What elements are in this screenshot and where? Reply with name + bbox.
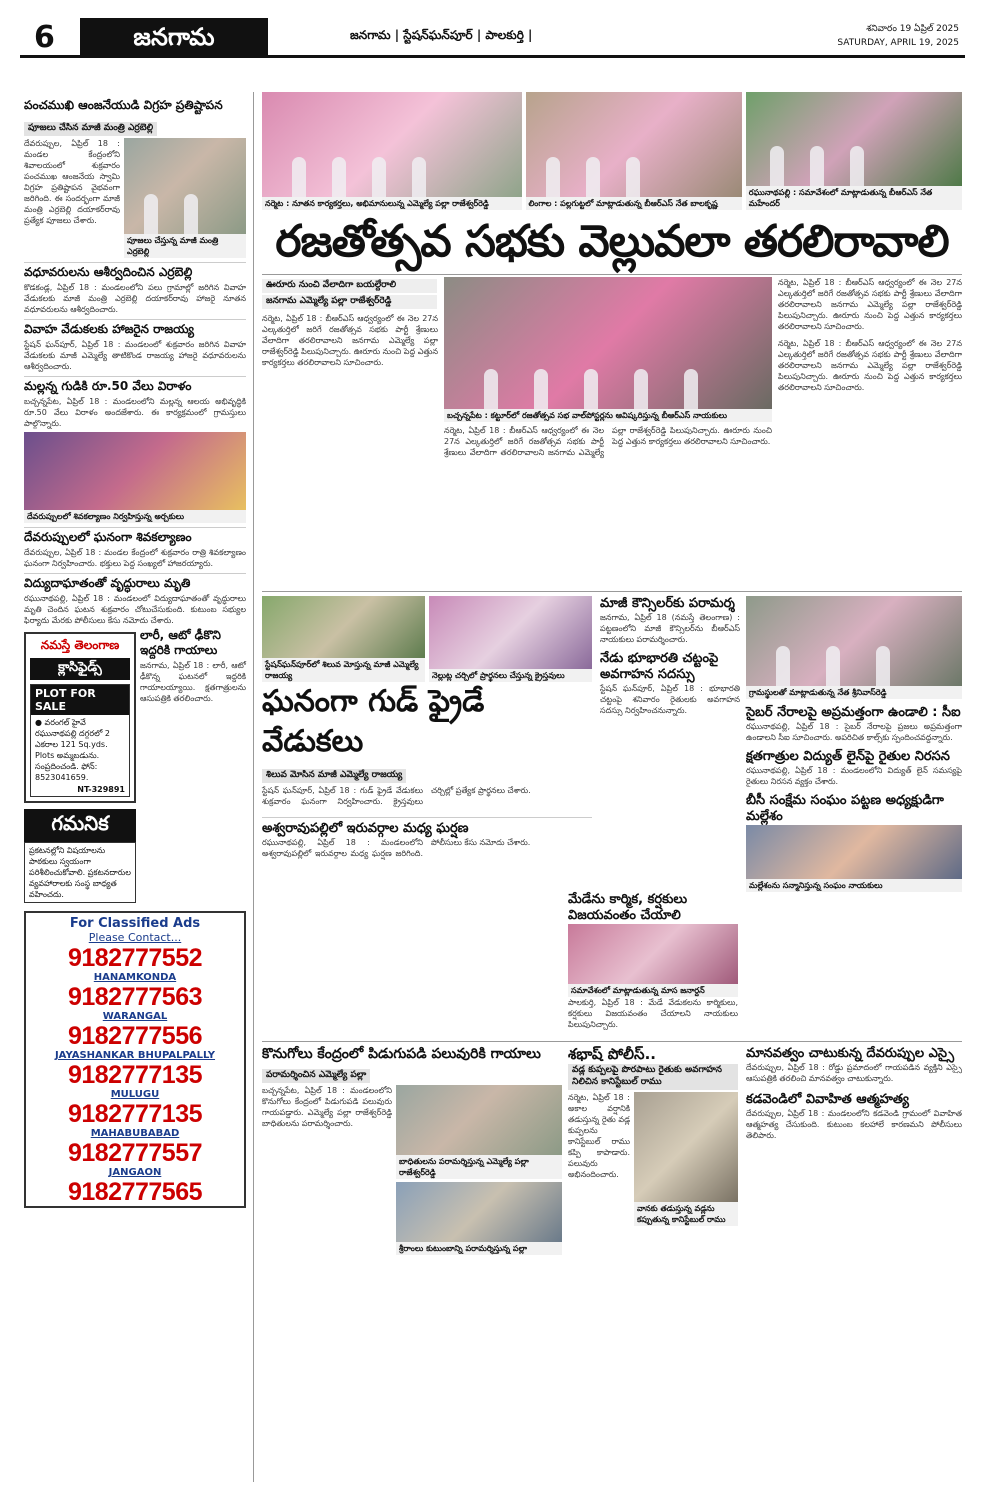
news-photo bbox=[526, 92, 742, 197]
article-headline: విద్యుదాఘాతంతో వృద్ధురాలు మృతి bbox=[24, 573, 246, 593]
ad-title: PLOT FOR SALE bbox=[31, 685, 129, 715]
photo-caption: స్టేషన్‌ఘన్‌పూర్‌లో శిలువ మోస్తున్న మాజీ ఎమ్మెల్యే రాజయ్య bbox=[262, 658, 425, 682]
phone-number: 9182777565 bbox=[67, 1178, 203, 1206]
phone-number: 9182777135 bbox=[67, 1100, 203, 1128]
article-body: కొడకండ్ల, ఏప్రిల్ 18 : మండలంలోని పలు గ్రామాల్లో జరిగిన వివాహ వేడుకలకు మాజీ మంత్రి ఎర్రబెల్లి దయాకర్‌రావు హాజరై నూతన వధూవరులను ఆశీర్వదించారు. bbox=[24, 283, 246, 314]
article-body: పాలకుర్తి, ఏప్రిల్ 18 : మేడే వేడుకలను కార్మికులు, కర్షకులు విజయవంతం చేయాలని నాయకులు పిలుపునిచ్చారు. bbox=[568, 998, 738, 1029]
news-photo bbox=[124, 138, 246, 234]
classified-contacts-sub: Please Contact... bbox=[88, 931, 182, 944]
city-label: MULUGU bbox=[110, 1089, 160, 1100]
date-english: SATURDAY, APRIL 19, 2025 bbox=[837, 38, 959, 48]
news-photo bbox=[746, 825, 962, 879]
article-headline: మేడేను కార్మిక, కర్షకులు విజయవంతం చేయాలి bbox=[568, 892, 688, 923]
news-photo bbox=[262, 92, 522, 197]
article-body: దేవరుప్పుల, ఏప్రిల్ 18 : మండల కేంద్రంలోని శివాలయంలో శుక్రవారం పంచముఖ ఆంజనేయ స్వామి విగ్రహ ప్రతిష్టాపన వైభవంగా జరిగింది. ఈ సందర్భంగా మాజీ మంత్రి ఎర్రబెల్లి దయాకర్‌రావు ప్రత్యేక పూజలు చేశారు. bbox=[24, 139, 120, 225]
main-area bbox=[262, 92, 962, 1331]
classified-ad bbox=[30, 684, 130, 797]
article-body: జనగామ, ఏప్రిల్ 18 : లారీ, ఆటో ఢీకొన్న ఘటనలో ఇద్దరికి గాయాలయ్యాయి. క్షతగాత్రులను ఆసుపత్రికి తరలించారు. bbox=[140, 661, 246, 703]
phone-number: 9182777563 bbox=[67, 983, 203, 1011]
edition-places: జనగామ | స్టేషన్‌ఘన్‌పూర్ | పాలకుర్తి | bbox=[350, 28, 533, 42]
article-subhead: వడ్ల కుప్పలపై పొరపాటు రైతుకు అవగాహన నిలిచిన కానిస్టేబుల్ రాము bbox=[568, 1064, 738, 1090]
phone-number: 9182777552 bbox=[67, 944, 203, 972]
notice-text: ప్రకటనల్లోని విషయాలను పాఠకులు స్వయంగా పరిశీలించుకోవాలి. ప్రకటనదారుల వ్యవహారాలకు సంస్థ బాధ్యత వహించదు. bbox=[24, 842, 136, 903]
news-photo bbox=[396, 1182, 562, 1242]
news-photo bbox=[568, 924, 738, 984]
article-body: బచ్చన్నపేట, ఏప్రిల్ 18 : మండలంలోని మల్లన్న ఆలయ అభివృద్ధికి రూ.50 వేలు విరాళం అందజేశారు. ఈ కార్యక్రమంలో గ్రామస్తులు పాల్గొన్నారు. bbox=[24, 397, 246, 428]
article-body: నర్మెట, ఏప్రిల్ 18 : అకాల వర్షానికి తడుస్తున్న రైతు వడ్ల కుప్పలను కానిస్టేబుల్ రాము కప్పి కాపాడారు. పలువురు అభినందించారు. bbox=[568, 1093, 630, 1179]
city-label: MAHABUBABAD bbox=[90, 1128, 180, 1139]
phone-number: 9182777557 bbox=[67, 1139, 203, 1167]
notice-title: గమనిక bbox=[24, 809, 136, 842]
news-photo bbox=[262, 596, 425, 658]
lead-bullets bbox=[262, 279, 438, 309]
photo-caption: శ్రీరాంలు కుటుంబాన్ని పరామర్శిస్తున్న పల్లా bbox=[396, 1242, 562, 1255]
article-subhead: శిలువ మోసిన మాజీ ఎమ్మెల్యే రాజయ్య bbox=[262, 769, 406, 783]
date-telugu: శనివారం 19 ఏప్రిల్ 2025 bbox=[866, 24, 959, 34]
classified-block bbox=[24, 632, 136, 803]
article-headline: బీసీ సంక్షేమ సంఘం పట్టణ అధ్యక్షుడిగా మల్లేశం bbox=[746, 793, 944, 824]
left-column bbox=[24, 96, 246, 1208]
article-body: బచ్చన్నపేట, ఏప్రిల్ 18 : మండలంలోని కొనుగోలు కేంద్రంలో పిడుగుపడి పలువురు గాయపడ్డారు. ఎమ్మెల్యే పల్లా రాజేశ్వర్‌రెడ్డి బాధితులను పరామర్శించారు. bbox=[262, 1086, 392, 1128]
article-body: దేవరుప్పుల, ఏప్రిల్ 18 : మండలంలోని కడవెండి గ్రామంలో వివాహిత ఆత్మహత్య చేసుకుంది. కుటుంబ కలహాలే కారణమని పోలీసులు తెలిపారు. bbox=[746, 1109, 962, 1140]
top-photo-row bbox=[262, 92, 962, 210]
article-body: దేవరుప్పుల, ఏప్రిల్ 18 : రోడ్డు ప్రమాదంలో గాయపడిన వ్యక్తిని ఎస్సై ఆసుపత్రికి తరలించి మానవత్వం చాటుకున్నారు. bbox=[746, 1063, 962, 1083]
article-headline: మానవత్వం చాటుకున్న దేవరుప్పుల ఎస్సై bbox=[746, 1046, 955, 1061]
news-photo bbox=[746, 92, 962, 186]
article-subhead: పరామర్శించిన ఎమ్మెల్యే పల్లా bbox=[262, 1069, 370, 1083]
page-number: 6 bbox=[34, 20, 55, 55]
article-body: జనగామ, ఏప్రిల్ 18 (నమస్తే తెలంగాణ) : పట్టణంలోని మాజీ కౌన్సిలర్‌ను బీఆర్‌ఎస్ నాయకులు పరామర్శించారు. bbox=[600, 613, 740, 644]
city-label: HANAMKONDA bbox=[93, 972, 177, 983]
city-label: JAYASHANKAR BHUPALPALLY bbox=[54, 1050, 216, 1061]
photo-caption: నెల్లుట్ల చర్చిలో ప్రార్థనలు చేస్తున్న క్రైస్తవులు bbox=[429, 669, 592, 682]
article-headline: మాజీ కౌన్సిలర్‌కు పరామర్శ bbox=[600, 596, 735, 611]
classified-title: క్లాసిఫైడ్స్ bbox=[30, 658, 130, 680]
article-body: నర్మెట, ఏప్రిల్ 18 : బీఆర్‌ఎస్ ఆధ్వర్యంలో ఈ నెల 27న ఎల్కతుర్తిలో జరిగే రజతోత్సవ సభకు పార్టీ శ్రేణులు వేలాదిగా తరలిరావాలని జనగామ ఎమ్మెల్యే పల్లా రాజేశ్వర్‌రెడ్డి పిలుపునిచ్చారు. ఊరూరు నుంచి పెద్ద ఎత్తున కార్యకర్తలు తరలిరావాలని సూచించారు. bbox=[262, 314, 438, 367]
article-body: నర్మెట, ఏప్రిల్ 18 : బీఆర్‌ఎస్ ఆధ్వర్యంలో ఈ నెల 27న ఎల్కతుర్తిలో జరిగే రజతోత్సవ సభకు పార్టీ శ్రేణులు వేలాదిగా తరలిరావాలని జనగామ ఎమ్మెల్యే పల్లా రాజేశ్వర్‌రెడ్డి పిలుపునిచ్చారు. ఊరూరు నుంచి పెద్ద ఎత్తున కార్యకర్తలు తరలిరావాలని సూచించారు. bbox=[778, 339, 962, 392]
classified-contacts-title: For Classified Ads bbox=[69, 916, 201, 931]
photo-caption: నర్మెట : నూతన కార్యకర్తలు, అభిమానులున్న ఎమ్మెల్యే పల్లా రాజేశ్వర్‌రెడ్డి bbox=[262, 197, 522, 210]
news-photo bbox=[429, 596, 592, 669]
article-headline: మల్లన్న గుడికి రూ.50 వేలు విరాళం bbox=[24, 376, 246, 396]
article-headline: సైబర్ నేరాలపై అప్రమత్తంగా ఉండాలి : సీఐ bbox=[746, 705, 961, 720]
article-headline: క్షతగాత్రుల విద్యుత్ లైన్‌పై రైతుల నిరసన bbox=[746, 749, 950, 764]
article-headline: అశ్వరావుపల్లిలో ఇరువర్గాల మధ్య ఘర్షణ bbox=[262, 817, 592, 837]
photo-caption: బచ్చన్నపేట : కట్టూర్‌లో రజతోత్సవ సభ వాల్‌పోస్టర్లను ఆవిష్కరిస్తున్న బీఆర్‌ఎస్ నాయకులు bbox=[444, 409, 772, 422]
city-label: JANGAON bbox=[108, 1167, 162, 1178]
news-photo bbox=[444, 277, 772, 409]
city-label: WARANGAL bbox=[102, 1011, 168, 1022]
article-body: రఘునాథపల్లి, ఏప్రిల్ 18 : మండలంలో విద్యుదాఘాతంతో వృద్ధురాలు మృతి చెందిన ఘటన శుక్రవారం చోటుచేసుకుంది. కుటుంబ సభ్యుల ఫిర్యాదు మేరకు పోలీసులు కేసు నమోదు చేశారు. bbox=[24, 594, 246, 625]
article-body: దేవరుప్పుల, ఏప్రిల్ 18 : మండల కేంద్రంలో శుక్రవారం రాత్రి శివకల్యాణం ఘనంగా నిర్వహించారు. భక్తులు పెద్ద సంఖ్యలో హాజరయ్యారు. bbox=[24, 548, 246, 568]
article-headline: ఘనంగా గుడ్ ఫ్రైడే వేడుకలు bbox=[262, 684, 485, 759]
article-body: రఘునాథపల్లి, ఏప్రిల్ 18 : మండలంలోని అశ్వరావుపల్లిలో ఇరువర్గాల మధ్య ఘర్షణ జరిగింది. పోలీసులు కేసు నమోదు చేశారు. bbox=[262, 838, 531, 858]
article-body: రఘునాథపల్లి, ఏప్రిల్ 18 : సైబర్ నేరాలపై ప్రజలు అప్రమత్తంగా ఉండాలని సీఐ సూచించారు. అపరిచిత కాల్స్‌కు స్పందించవద్దన్నారు. bbox=[746, 722, 962, 742]
news-photo bbox=[746, 596, 962, 686]
article-body: స్టేషన్ ఘన్‌పూర్, ఏప్రిల్ 18 : మండలంలో శుక్రవారం జరిగిన వివాహ వేడుకలకు మాజీ ఎమ్మెల్యే తాటికొండ రాజయ్య హాజరై వధూవరులను ఆశీర్వదించారు. bbox=[24, 340, 246, 371]
lead-story bbox=[262, 275, 962, 591]
column-divider bbox=[253, 92, 254, 1482]
article-headline: శభాష్ పోలీస్.. bbox=[568, 1045, 656, 1063]
article-headline: లారీ, ఆటో ఢీకొని ఇద్దరికి గాయాలు bbox=[140, 628, 221, 657]
news-photo bbox=[24, 432, 246, 510]
news-photo bbox=[634, 1092, 738, 1202]
article-headline: వధూవరులను ఆశీర్వదించిన ఎర్రబెల్లి bbox=[24, 262, 246, 282]
lower-band bbox=[262, 892, 962, 1331]
photo-caption: దేవరుప్పులలో శివకల్యాణం నిర్వహిస్తున్న అర్చకులు bbox=[24, 510, 246, 523]
phone-number: 9182777135 bbox=[67, 1061, 203, 1089]
article-headline: దేవరుప్పులలో ఘనంగా శివకల్యాణం bbox=[24, 527, 246, 547]
lead-bullet: జనగామ ఎమ్మెల్యే పల్లా రాజేశ్వర్‌రెడ్డి bbox=[262, 295, 437, 309]
classified-brand: నమస్తే తెలంగాణ bbox=[40, 638, 120, 652]
article-body: నర్మెట, ఏప్రిల్ 18 : బీఆర్‌ఎస్ ఆధ్వర్యంలో ఈ నెల 27న ఎల్కతుర్తిలో జరిగే రజతోత్సవ సభకు పార్టీ శ్రేణులు వేలాదిగా తరలిరావాలని జనగామ ఎమ్మెల్యే పల్లా రాజేశ్వర్‌రెడ్డి పిలుపునిచ్చారు. ఊరూరు నుంచి పెద్ద ఎత్తున కార్యకర్తలు తరలిరావాలని సూచించారు. bbox=[778, 278, 962, 331]
masthead bbox=[20, 18, 965, 58]
photo-caption: బాధితులను పరామర్శిస్తున్న ఎమ్మెల్యే పల్లా రాజేశ్వర్‌రెడ్డి bbox=[396, 1155, 562, 1179]
photo-caption: వానకు తడుస్తున్న వడ్లను కప్పుతున్న కానిస్టేబుల్ రాము bbox=[634, 1202, 738, 1226]
lead-bullet: ఊరూరు నుంచి వేలాదిగా బయల్దేరాలి bbox=[262, 279, 437, 293]
photo-caption: లింగాల : పల్లగుట్టలో మాట్లాడుతున్న బీఆర్‌ఎస్ నేత బాలకృష్ణ bbox=[526, 197, 742, 210]
ad-text: ● వరంగల్ హైవే రఘునాథపల్లి దగ్గరలో 2 ఎకరాల 121 Sq.yds. Plots అమ్మబడును. సంప్రదించండి. ఫోన్: 8523041659. bbox=[35, 718, 110, 782]
article-headline: పంచముఖి ఆంజనేయుడి విగ్రహ ప్రతిష్టాపన bbox=[24, 98, 223, 112]
photo-caption: పూజలు చేస్తున్న మాజీ మంత్రి ఎర్రబెల్లి bbox=[124, 234, 246, 258]
photo-caption: రఘునాథపల్లి : సమావేశంలో మాట్లాడుతున్న బీఆర్‌ఎస్ నేత మహేందర్ bbox=[746, 186, 962, 210]
photo-caption: సమావేశంలో మాట్లాడుతున్న మాస జనార్దన్ bbox=[568, 984, 738, 997]
article-headline: నేడు భూభారతి చట్టంపై అవగాహన సదస్సు bbox=[600, 651, 719, 682]
article-body: రఘునాథపల్లి, ఏప్రిల్ 18 : మండలంలోని విద్యుత్ లైన్ సమస్యపై రైతులు నిరసన వ్యక్తం చేశారు. bbox=[746, 766, 962, 786]
news-photo bbox=[396, 1085, 562, 1155]
article-body: స్టేషన్ ఘన్‌పూర్, ఏప్రిల్ 18 : గుడ్ ఫ్రైడే వేడుకలు శుక్రవారం ఘనంగా నిర్వహించారు. క్రైస్తవులు చర్చిల్లో ప్రత్యేక ప్రార్థనలు చేశారు. bbox=[262, 786, 531, 806]
photo-caption: మల్లేశంను సన్మానిస్తున్న సంఘం నాయకులు bbox=[746, 879, 962, 892]
article-subhead: పూజలు చేసిన మాజీ మంత్రి ఎర్రబెల్లి bbox=[24, 122, 157, 136]
lead-headline: రజతోత్సవ సభకు వెల్లువలా తరలిరావాలి bbox=[262, 210, 962, 275]
photo-caption: గ్రామస్థులతో మాట్లాడుతున్న నేత శ్రీనివాస్‌రెడ్డి bbox=[746, 686, 962, 699]
article-headline: వివాహ వేడుకలకు హాజరైన రాజయ్య bbox=[24, 319, 246, 339]
article-body: స్టేషన్ ఘన్‌పూర్, ఏప్రిల్ 18 : భూభారతి చట్టంపై శనివారం రైతులకు అవగాహన సదస్సు నిర్వహించనున్నారు. bbox=[600, 684, 740, 715]
phone-number: 9182777556 bbox=[67, 1022, 203, 1050]
article-body: నర్మెట, ఏప్రిల్ 18 : బీఆర్‌ఎస్ ఆధ్వర్యంలో ఈ నెల 27న ఎల్కతుర్తిలో జరిగే రజతోత్సవ సభకు పార్టీ శ్రేణులు వేలాదిగా తరలిరావాలని జనగామ ఎమ్మెల్యే పల్లా రాజేశ్వర్‌రెడ్డి పిలుపునిచ్చారు. ఊరూరు నుంచి పెద్ద ఎత్తున కార్యకర్తలు తరలిరావాలని సూచించారు. bbox=[444, 426, 772, 457]
edition-title: జనగామ bbox=[80, 18, 268, 56]
issue-date bbox=[837, 22, 959, 50]
classified-contacts bbox=[24, 911, 246, 1208]
article-headline: కొనుగోలు కేంద్రంలో పిడుగుపడి పలువురికి గాయాలు bbox=[262, 1046, 541, 1062]
article-headline: కడవెండిలో వివాహిత ఆత్మహత్య bbox=[746, 1092, 909, 1107]
ad-code: NT-329891 bbox=[77, 785, 125, 794]
